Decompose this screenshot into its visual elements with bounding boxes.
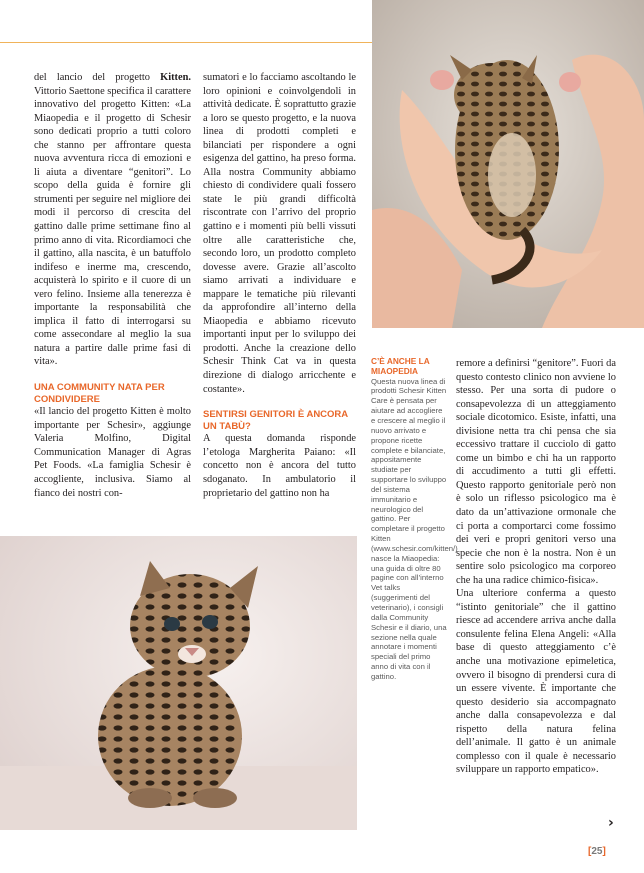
section-heading: UNA COMMUNITY NATA PER CONDIVIDERE xyxy=(34,382,165,405)
article-column-2 xyxy=(203,71,356,500)
article-column-1 xyxy=(34,71,191,500)
paragraph-text: del lancio del progetto xyxy=(34,72,161,83)
page-bracket-close: ] xyxy=(602,846,606,857)
sitting-kitten-illustration xyxy=(0,536,357,830)
paragraph-text: Vittorio Saettone specifica il carattere innovativo del progetto Kitten: «La Miaopedia e il progetto di Schesir sono dedicati proprio a tutti coloro che stanno per affrontare questa nuova avventura ricca di emozioni e li aiuta a diventare “genitori”. Lo scopo della guida è fornire gli strumenti per seguire nel migliore dei modi il percorso di crescita del gattino dalle prime settimane fino al primo anno di vita. Ricordiamoci che il gattino, alla nascita, è un batuffolo indifeso e inerme ma, crescendo, acquisterà lo spirito e il cuore di un vero felino. Insieme alla tenerezza è importante la responsabilità che implica il fatto di interrogarsi su come assecondare al meglio la sua natura a partire dalle prime fasi di vita». xyxy=(34,85,191,368)
sidebar-body: Questa nuova linea di prodotti Schesir Kitten Care è pensata per aiutare ad accogliere e crescere al meglio il nuovo arrivato e propone ricette complete e bilanciate, appositamente studiate per supportare lo sviluppo del sistema immunitario e neurologico del gattino. Per completare il progetto Kitten (www.schesir.com/kitten/) nasce la Miaopedia: una guida di oltre 80 pagine con all’interno Vet talks (suggerimenti del veterinario), i consigli dalla Community Schesir e il diario, una sezione nella quale annotare i momenti speciali del primo anno di vita con il gattino. xyxy=(371,376,458,681)
kitten-hands-illustration xyxy=(372,0,644,328)
continue-arrow-icon: › xyxy=(608,815,614,831)
section-heading: SENTIRSI GENITORI È ANCORA UN TABÙ? xyxy=(203,409,348,432)
photo-sitting-kitten xyxy=(0,536,357,830)
page-number xyxy=(588,846,606,857)
paragraph: remore a definirsi “genitore”. Fuori da questo contesto clinico non avviene lo stesso. Per una sorta di pudore o consapevolezza di un atteggiamento sociale dicotomico. Esiste, infatti, una divisione netta tra chi pensa che sia eccessivo trattare il cucciolo di gatto come un bimbo e chi ha un rapporto di accudimento a tutti gli effetti. Questo rapporto genitoriale però non è solo un riflesso psicologico ma è dato da un’attivazione ormonale che ci porta a comportarci come fossimo dei veri e propri genitori verso una specie che non è la nostra. Non è un sentire solo psicologico ma corporeo che ha una radice chimico-fisica». xyxy=(456,358,616,586)
paragraph: A questa domanda risponde l’etologa Margherita Paiano: «Il concetto non è ancora del tutto sdoganato. In ambulatorio il proprietario del gattino non ha xyxy=(203,433,356,499)
paragraph: Una ulteriore conferma a questo “istinto genitoriale” che il gattino riesce ad accendere arriva anche dalla consulente felina Elena Angeli: «Alla base di questo atteggiamento c’è anche una motivazione epimeletica, ovvero il bisogno di prendersi cura di un essere vivente. È importante che questo desiderio sia accompagnato anche dalla consapevolezza e dal rispetto della natura felina dell’animale. Il gatto è un animale complesso con il quale è necessario sviluppare un rapporto empatico». xyxy=(456,588,616,776)
paragraph: sumatori e lo facciamo ascoltando le loro opinioni e coinvolgendoli in attività dedicate. È soprattutto grazie a loro se questo progetto, e la nuova linea di prodotti completi e bilanciati per rispondere a ogni esigenza del gattino, ha preso forma. Alla nostra Community abbiamo chiesto di condividere quali fossero state le più grandi difficoltà riscontrate con l’arrivo del proprio gattino e i momenti più belli vissuti oltre alle caratteristiche che, secondo loro, un prodotto completo dovesse avere. Grazie all’ascolto siamo arrivati a individuare e mappare le tematiche più rilevanti da approfondire all’interno della Miaopedia e abbiamo ricevuto importanti input per lo sviluppo dei prodotti. Anche la creazione dello Schesir Think Cat va in questa direzione di dialogo arricchente e costante». xyxy=(203,72,356,395)
photo-kitten-in-hands xyxy=(372,0,644,328)
sidebar-title: C’È ANCHE LA MIAOPEDIA xyxy=(371,356,430,376)
kitten-bold: Kitten. xyxy=(160,72,191,83)
sidebar-box xyxy=(371,356,458,682)
paragraph xyxy=(34,71,191,369)
page-number-value: 25 xyxy=(591,846,603,857)
header-rule xyxy=(0,42,372,43)
page-bracket-open: [ xyxy=(588,846,592,857)
article-column-4 xyxy=(456,357,616,777)
paragraph: «Il lancio del progetto Kitten è molto importante per Schesir», aggiunge Valeria Molfino, Digital Communication Manager di Agras Pet Foods. «La famiglia Schesir è accogliente, inclusiva. Siamo al fianco dei nostri con- xyxy=(34,406,191,499)
